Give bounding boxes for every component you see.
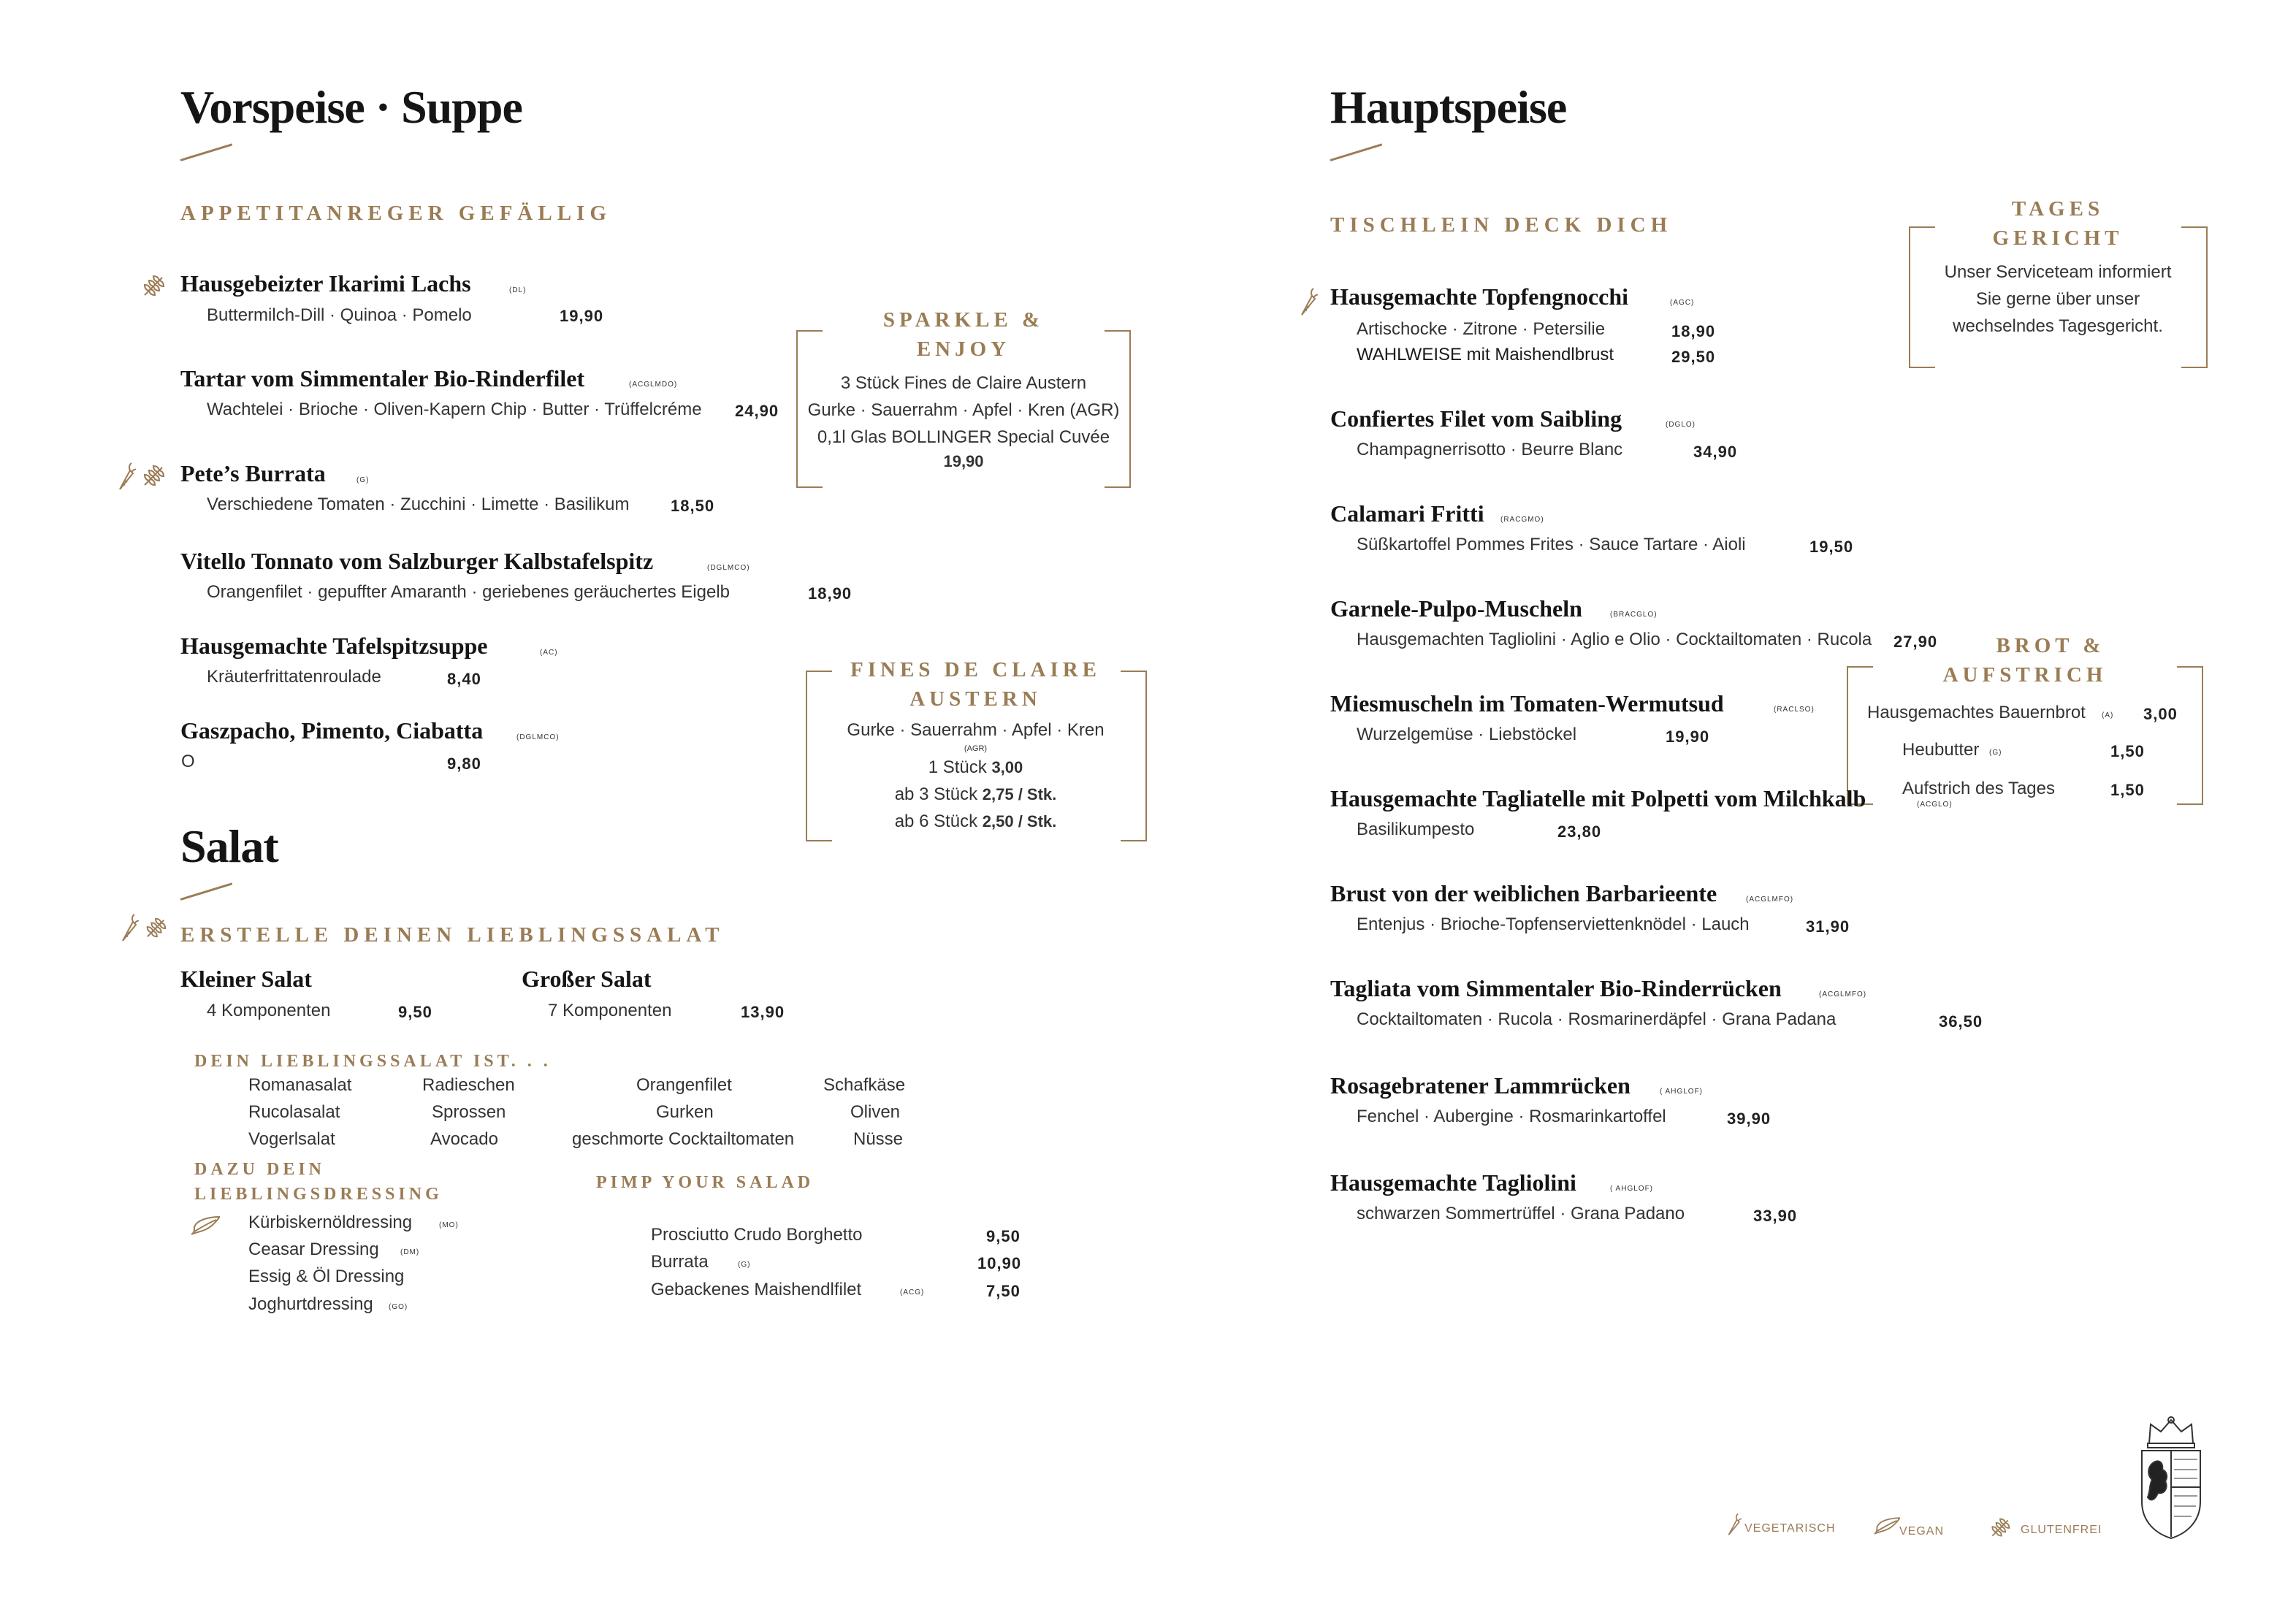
dish-price: 39,90 [1727, 1110, 1771, 1128]
bread-item-price: 1,50 [2110, 742, 2145, 760]
dish-price: 18,90 [808, 584, 853, 603]
box-title: AUSTERN [909, 687, 1042, 711]
box-price: 19,90 [943, 452, 984, 470]
title-underline [180, 882, 233, 901]
bread-item-price: 1,50 [2110, 781, 2145, 799]
dish-allergens: (BRACGLO) [1610, 611, 1658, 619]
legend-glutenfree: GLUTENFREI [2021, 1524, 2102, 1536]
dish-description: Verschiedene Tomaten · Zucchini · Limette · Basilikum [207, 494, 630, 514]
tagesgericht-box [1909, 194, 2207, 340]
box-price-row [806, 781, 1145, 808]
dish-price: 31,90 [1806, 917, 1850, 936]
dish-allergens: (ACGLMDO) [629, 381, 678, 389]
box-allergens: (AGR) [964, 744, 988, 753]
pimp-allergens: (ACG) [900, 1288, 925, 1297]
dish-name: Vitello Tonnato vom Salzburger Kalbstafelspitz [180, 548, 654, 574]
salad-component: Rucolasalat [248, 1102, 340, 1122]
dish-allergens: (AGC) [1670, 299, 1695, 307]
salad-option-desc: 4 Komponenten [207, 1001, 331, 1020]
dish-name: Tartar vom Simmentaler Bio-Rinderfilet [180, 365, 585, 392]
section-subtitle: TISCHLEIN DECK DICH [1330, 213, 1673, 237]
dressing-name: Ceasar Dressing [248, 1240, 379, 1259]
salad-component: Avocado [430, 1129, 498, 1149]
box-line: Gurke · Sauerrahm · Apfel · Kren [847, 720, 1105, 740]
dish-name: Hausgemachte Tafelspitzsuppe [180, 633, 488, 659]
leaf-icon [1873, 1516, 1901, 1537]
box-line: Gurke · Sauerrahm · Apfel · Kren (AGR) [807, 400, 1120, 420]
dish-description: Kräuterfrittatenroulade [207, 667, 381, 687]
price-value: 3,00 [991, 758, 1023, 776]
dish-description: Basilikumpesto [1357, 820, 1475, 839]
dish-price: 24,90 [735, 402, 779, 420]
section-subtitle: DAZU DEIN [194, 1160, 326, 1179]
pimp-name: Burrata [651, 1252, 709, 1272]
sparkle-box [796, 305, 1131, 473]
coat-of-arms-icon [2136, 1414, 2206, 1540]
legend-vegan: VEGAN [1899, 1525, 1945, 1538]
dish-price: 18,50 [671, 497, 715, 515]
dish-price: 33,90 [1753, 1207, 1798, 1225]
dressing-allergens: (MO) [439, 1221, 459, 1229]
box-line: Unser Serviceteam informiert [1944, 262, 2172, 282]
dressing-name: Joghurtdressing [248, 1294, 373, 1314]
page-title-salad: Salat [180, 820, 278, 872]
bread-item-name: Aufstrich des Tages [1902, 779, 2056, 798]
salad-option-name: Kleiner Salat [180, 966, 312, 992]
dish-description: O [181, 752, 195, 771]
dish-description: Champagnerrisotto · Beurre Blanc [1357, 440, 1623, 459]
dressing-allergens: (DM) [400, 1248, 420, 1256]
wheat-icon [140, 463, 167, 489]
bread-item-price: 3,00 [2143, 705, 2178, 723]
pimp-name: Gebackenes Maishendlfilet [651, 1280, 862, 1299]
box-title: BROT & [1996, 634, 2105, 657]
dish-allergens: ( AHGLOF) [1660, 1088, 1704, 1096]
carrot-icon [1724, 1511, 1742, 1538]
dish-description: Cocktailtomaten · Rucola · Rosmarinerdäpfel · Grana Padana [1357, 1009, 1837, 1029]
bread-item-allergens: (G) [1989, 749, 2002, 757]
dish-name: Garnele-Pulpo-Muscheln [1330, 595, 1582, 622]
pimp-price: 9,50 [986, 1227, 1021, 1245]
box-line: Sie gerne über unser [1975, 289, 2140, 309]
section-subtitle: APPETITANREGER GEFÄLLIG [180, 202, 611, 225]
dish-description: Hausgemachten Tagliolini · Aglio e Olio · Cocktailtomaten · Rucola [1357, 630, 1872, 649]
salad-component: Sprossen [432, 1102, 506, 1122]
brot-box [1847, 631, 2203, 690]
salad-component: Romanasalat [248, 1075, 352, 1095]
dish-allergens: (G) [356, 476, 370, 484]
salad-option-desc: 7 Komponenten [548, 1001, 672, 1020]
dish-allergens: (RACLSO) [1774, 706, 1815, 714]
box-title: TAGES [2011, 197, 2105, 221]
dish-allergens: (ACGLO) [1917, 801, 1953, 809]
dish-name: Tagliata vom Simmentaler Bio-Rinderrücken [1330, 975, 1782, 1001]
dish-price: 19,90 [560, 307, 604, 325]
box-title: SPARKLE & [882, 308, 1045, 332]
carrot-icon [1296, 285, 1318, 318]
dish-name: Calamari Fritti [1330, 500, 1484, 527]
dish-description: Artischocke · Zitrone · Petersilie [1357, 319, 1606, 339]
section-subtitle: DEIN LIEBLINGSSALAT IST. . . [194, 1052, 552, 1071]
title-underline [1330, 143, 1383, 161]
wheat-icon [1988, 1516, 2012, 1540]
box-title: ENJOY [916, 337, 1011, 361]
dish-allergens: (DGLMCO) [516, 733, 560, 741]
wheat-icon [143, 916, 168, 941]
price-label: ab 6 Stück [894, 812, 978, 831]
page-title-starters: Vorspeise · Suppe [180, 81, 522, 133]
salad-component: Gurken [656, 1102, 714, 1122]
pimp-allergens: (G) [738, 1261, 751, 1269]
title-underline [180, 143, 233, 161]
price-value: 2,50 / Stk. [982, 812, 1057, 830]
dish-name: Miesmuscheln im Tomaten-Wermutsud [1330, 690, 1724, 717]
box-title: GERICHT [1992, 226, 2124, 250]
dish-allergens: (ACGLMFO) [1746, 895, 1794, 904]
box-title: AUFSTRICH [1942, 663, 2108, 687]
dish-allergens: (ACGLMFO) [1819, 990, 1867, 998]
price-label: 1 Stück [928, 757, 987, 777]
salad-option-price: 13,90 [741, 1003, 785, 1021]
leaf-icon [190, 1215, 221, 1237]
austern-box [806, 655, 1145, 835]
dish-description: Buttermilch-Dill · Quinoa · Pomelo [207, 305, 472, 325]
salad-option-name: Großer Salat [522, 966, 652, 992]
bread-item-name: Hausgemachtes Bauernbrot [1867, 703, 2086, 722]
box-line: wechselndes Tagesgericht. [1953, 316, 2163, 336]
dish-name: Hausgemachte Topfengnocchi [1330, 283, 1629, 310]
dish-price: 8,40 [447, 670, 481, 688]
dish-name: Hausgemachte Tagliatelle mit Polpetti vom Milchkalb [1330, 785, 1866, 812]
pimp-price: 7,50 [986, 1282, 1021, 1300]
dish-name: Hausgebeizter Ikarimi Lachs [180, 270, 471, 297]
box-line: 3 Stück Fines de Claire Austern [840, 373, 1087, 393]
dish-name: Hausgemachte Tagliolini [1330, 1169, 1576, 1196]
dish-description: Wachtelei · Brioche · Oliven-Kapern Chip · Butter · Trüffelcréme [207, 400, 702, 419]
dish-name: Pete’s Burrata [180, 460, 326, 486]
section-subtitle: PIMP YOUR SALAD [596, 1173, 815, 1192]
box-title: FINES DE CLAIRE [850, 658, 1101, 681]
carrot-icon [114, 462, 136, 491]
section-subtitle: ERSTELLE DEINEN LIEBLINGSSALAT [180, 923, 725, 947]
bread-item-allergens: (A) [2102, 711, 2114, 719]
dish-price: 19,90 [1666, 728, 1710, 746]
dish-allergens: (RACGMO) [1500, 516, 1544, 524]
dish-description: Entenjus · Brioche-Topfenserviettenknödel · Lauch [1357, 914, 1750, 934]
pimp-price: 10,90 [977, 1254, 1022, 1272]
pimp-name: Prosciutto Crudo Borghetto [651, 1225, 863, 1245]
salad-component: Orangenfilet [636, 1075, 732, 1095]
price-value: 2,75 / Stk. [982, 785, 1057, 803]
dish-name: Rosagebratener Lammrücken [1330, 1072, 1631, 1099]
dish-option: WAHLWEISE mit Maishendlbrust [1357, 345, 1614, 364]
dish-price: 34,90 [1693, 443, 1738, 461]
salad-component: Nüsse [853, 1129, 904, 1149]
dish-description: Orangenfilet · gepuffter Amaranth · geriebenes geräuchertes Eigelb [207, 582, 730, 602]
dish-name: Gaszpacho, Pimento, Ciabatta [180, 717, 484, 744]
dish-price: 19,50 [1809, 538, 1854, 556]
dish-allergens: (AC) [540, 649, 558, 657]
salad-component: Schafkäse [823, 1075, 906, 1095]
dressing-name: Essig & Öl Dressing [248, 1267, 405, 1286]
box-price-row [806, 808, 1145, 835]
dish-price: 36,50 [1939, 1012, 1983, 1031]
dish-description: Wurzelgemüse · Liebstöckel [1357, 725, 1577, 744]
salad-option-price: 9,50 [398, 1003, 432, 1021]
bread-item-name: Heubutter [1902, 740, 1980, 760]
dish-allergens: (DGLMCO) [707, 564, 750, 572]
page-title-mains: Hauptspeise [1330, 81, 1567, 133]
salad-component: Vogerlsalat [248, 1129, 335, 1149]
salad-component: Radieschen [422, 1075, 515, 1095]
dish-price: 18,90 [1671, 322, 1716, 340]
dish-allergens: (DGLO) [1666, 421, 1696, 429]
dish-description: schwarzen Sommertrüffel · Grana Padano [1357, 1204, 1685, 1223]
price-label: ab 3 Stück [894, 784, 978, 804]
dish-name: Brust von der weiblichen Barbarieente [1330, 880, 1717, 906]
dish-price: 27,90 [1893, 633, 1938, 651]
dish-description: Süßkartoffel Pommes Frites · Sauce Tartare · Aioli [1357, 535, 1746, 554]
wheat-icon [140, 273, 167, 299]
section-subtitle: LIEBLINGSDRESSING [194, 1185, 443, 1204]
dish-allergens: (DL) [509, 286, 527, 294]
dish-price: 9,80 [447, 755, 481, 773]
dish-description: Fenchel · Aubergine · Rosmarinkartoffel [1357, 1107, 1666, 1126]
carrot-icon [117, 913, 139, 942]
box-price-row [806, 754, 1145, 781]
dish-price: 29,50 [1671, 348, 1716, 366]
dish-allergens: ( AHGLOF) [1610, 1185, 1654, 1193]
dish-price: 23,80 [1557, 822, 1602, 841]
salad-component: geschmorte Cocktailtomaten [572, 1129, 795, 1149]
legend-vegetarian: VEGETARISCH [1744, 1522, 1836, 1535]
salad-component: Oliven [850, 1102, 901, 1122]
dressing-allergens: (GO) [389, 1303, 408, 1311]
dressing-name: Kürbiskernöldressing [248, 1213, 413, 1232]
box-line: 0,1l Glas BOLLINGER Special Cuvée [817, 427, 1110, 447]
dish-name: Confiertes Filet vom Saibling [1330, 405, 1622, 432]
